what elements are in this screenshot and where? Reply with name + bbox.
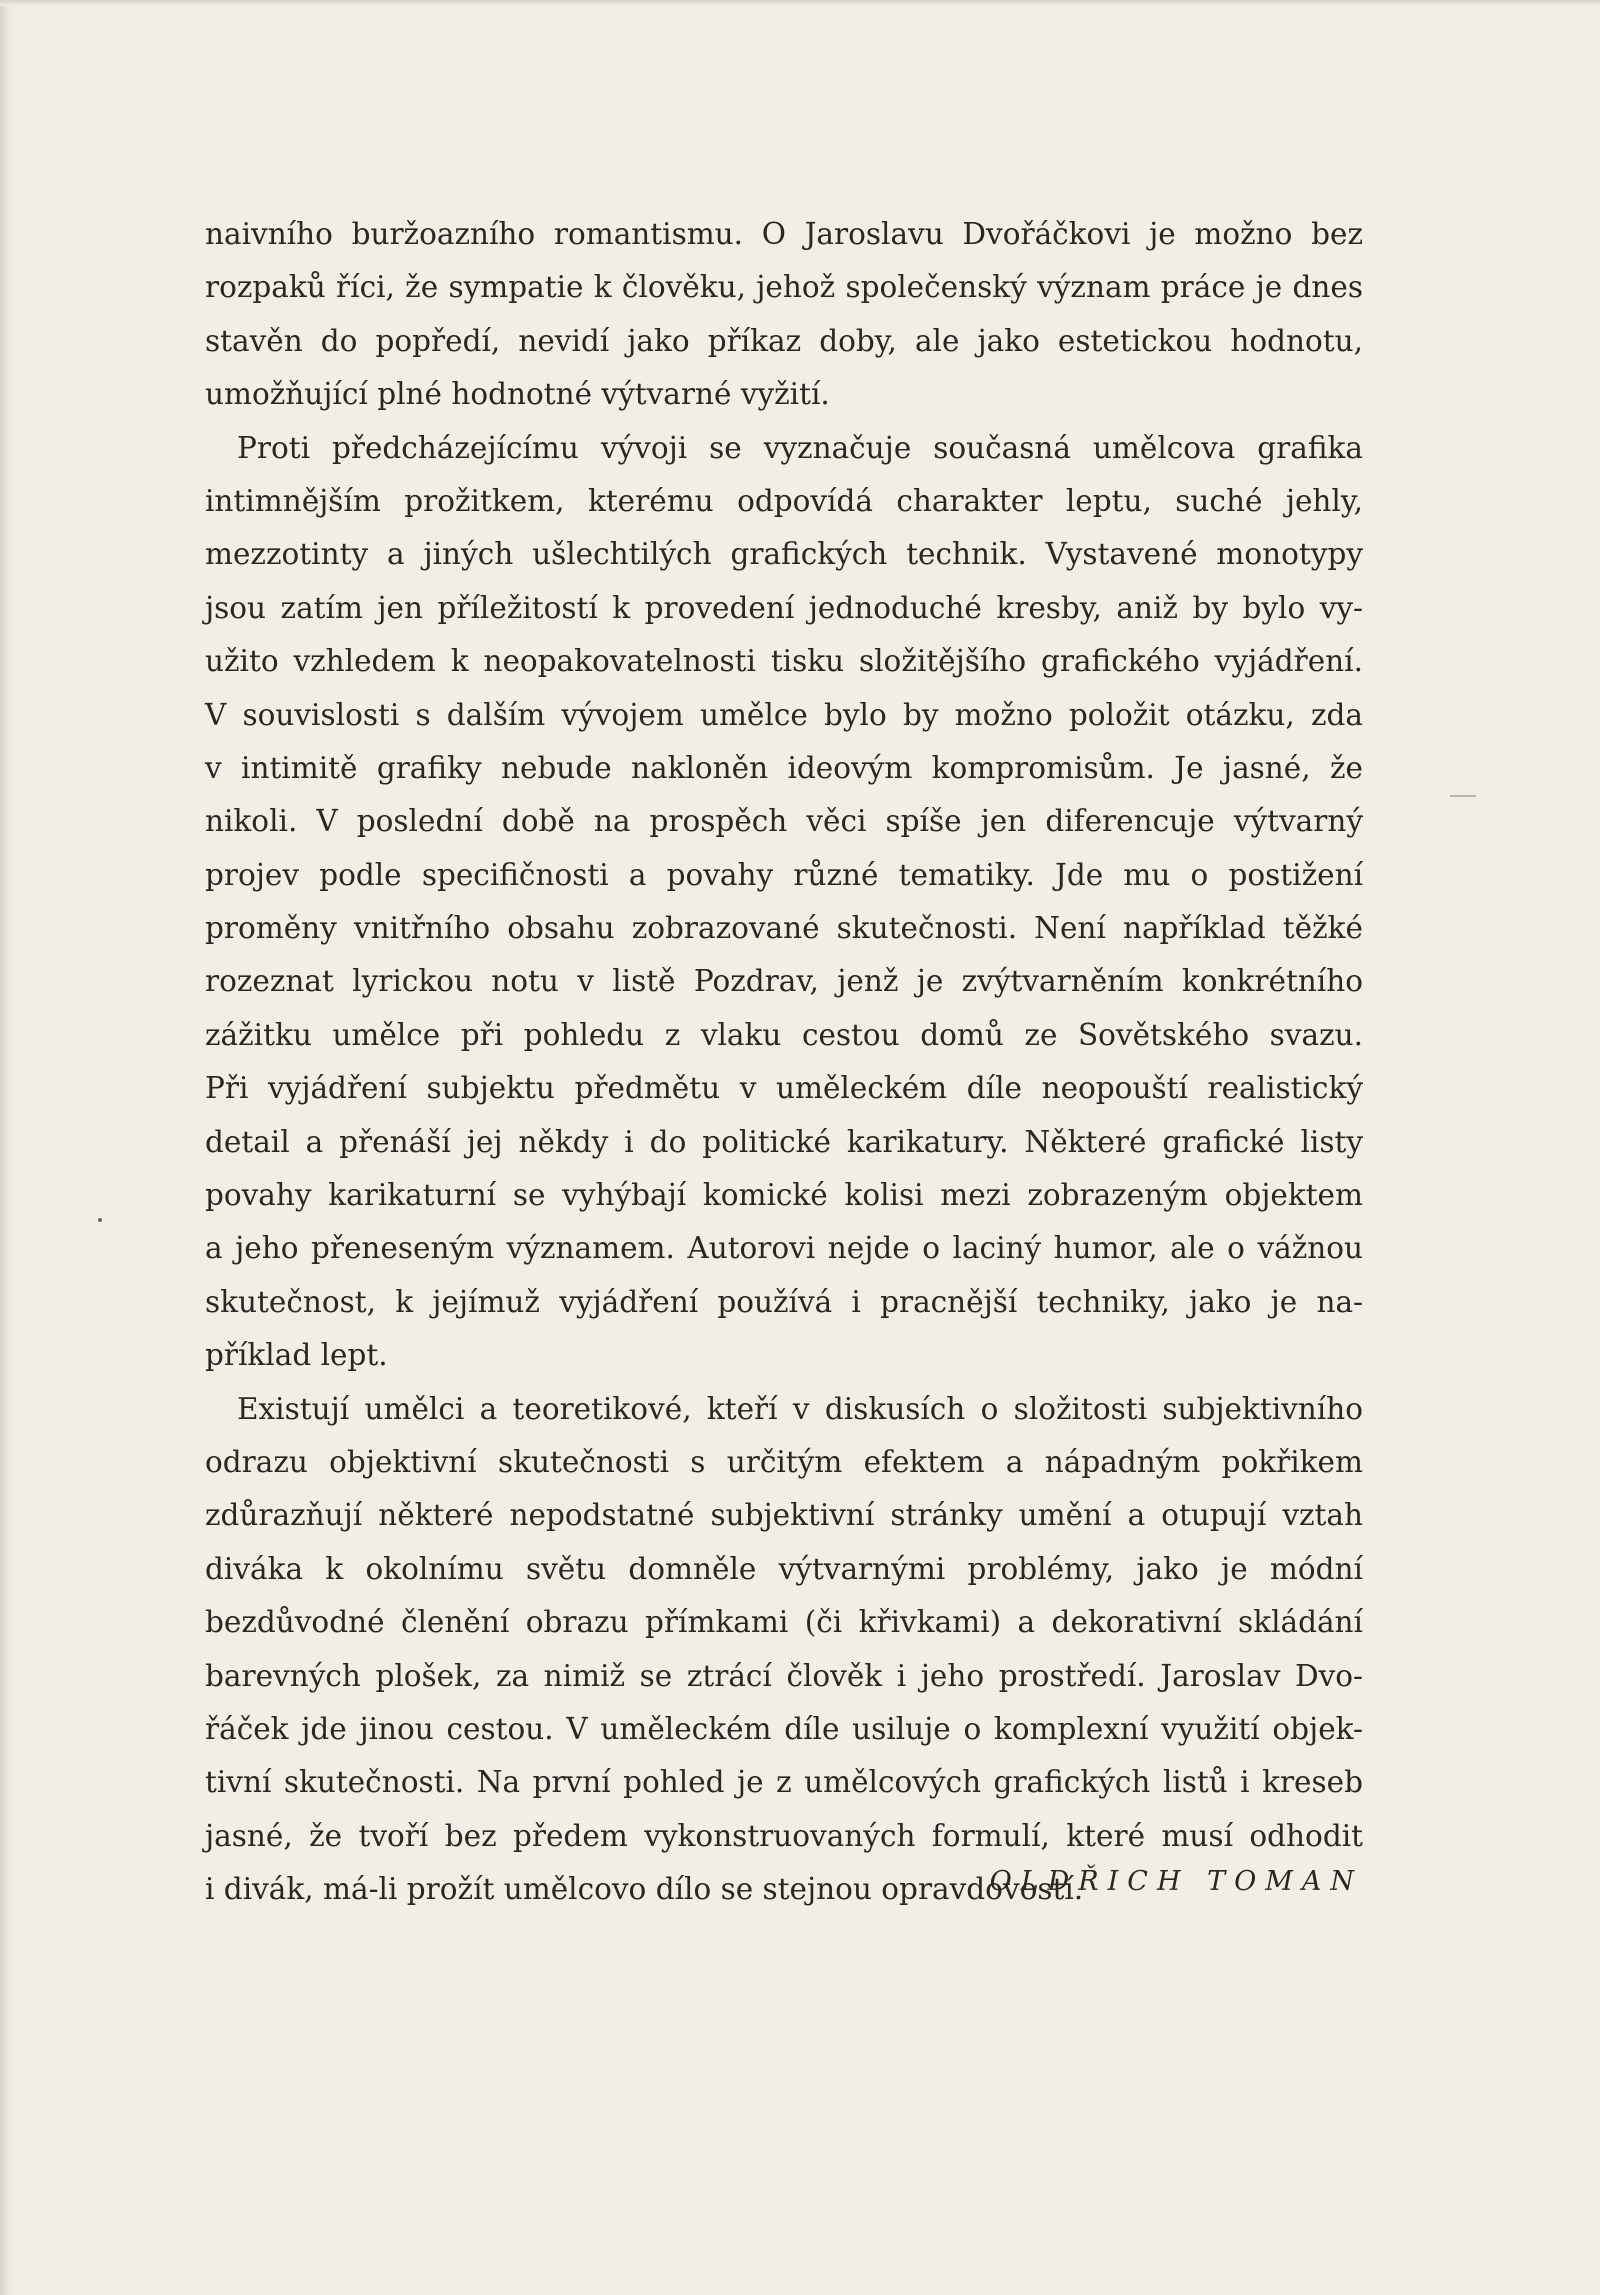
text-line: barevných plošek, za nimiž se ztrácí člověk i jeho prostředí. Jaroslav Dvo- xyxy=(205,1658,1363,1693)
text-line: zdůrazňují některé nepodstatné subjektivní stránky umění a otupují vztah xyxy=(205,1498,1363,1533)
text-line: odrazu objektivní skutečnosti s určitým efektem a nápadným pokřikem xyxy=(205,1444,1363,1479)
text-line: bezdůvodné členění obrazu přímkami (či křivkami) a dekorativní skládání xyxy=(205,1605,1363,1640)
text-line: a jeho přeneseným významem. Autorovi nejde o laciný humor, ale o vážnou xyxy=(205,1231,1363,1266)
text-line: povahy karikaturní se vyhýbají komické kolisi mezi zobrazeným objektem xyxy=(205,1178,1363,1213)
text-line: jsou zatím jen příležitostí k provedení jednoduché kresby, aniž by bylo vy- xyxy=(205,590,1363,625)
page-left-edge-shadow xyxy=(0,0,14,2295)
text-line: Existují umělci a teoretikové, kteří v diskusích o složitosti subjektivního xyxy=(237,1391,1363,1426)
text-line: i divák, má-li prožít umělcovo dílo se stejnou opravdovostí. xyxy=(205,1872,1084,1907)
text-line: příklad lept. xyxy=(205,1338,388,1373)
text-line: rozpaků říci, že sympatie k člověku, jehož společenský význam práce je dnes xyxy=(205,270,1363,305)
text-line: diváka k okolnímu světu domněle výtvarnými problémy, jako je módní xyxy=(205,1551,1363,1586)
margin-ink-dot xyxy=(98,1218,102,1222)
text-line: Při vyjádření subjektu předmětu v uměleckém díle neopouští realistický xyxy=(205,1071,1363,1106)
text-line: skutečnost, k jejímuž vyjádření používá i pracnější techniky, jako je na- xyxy=(205,1284,1363,1319)
margin-pencil-mark xyxy=(1450,795,1476,797)
text-line: zážitku umělce při pohledu z vlaku cestou domů ze Sovětského svazu. xyxy=(205,1017,1363,1052)
text-line: proměny vnitřního obsahu zobrazované skutečnosti. Není například těžké xyxy=(205,911,1363,946)
text-line: detail a přenáší jej někdy i do politické karikatury. Některé grafické listy xyxy=(205,1124,1363,1159)
text-line: projev podle specifičnosti a povahy různé tematiky. Jde mu o postižení xyxy=(205,857,1363,892)
text-line: nikoli. V poslední době na prospěch věci spíše jen diferencuje výtvarný xyxy=(205,804,1363,839)
text-line: v intimitě grafiky nebude nakloněn ideovým kompromisům. Je jasné, že xyxy=(205,750,1363,785)
text-line: jasné, že tvoří bez předem vykonstruovaných formulí, které musí odhodit xyxy=(205,1818,1363,1853)
text-line: umožňující plné hodnotné výtvarné vyžití. xyxy=(205,377,830,412)
text-line: mezzotinty a jiných ušlechtilých grafických technik. Vystavené monotypy xyxy=(205,537,1363,572)
text-line: V souvislosti s dalším vývojem umělce bylo by možno položit otázku, zda xyxy=(205,697,1363,732)
text-line: stavěn do popředí, nevidí jako příkaz doby, ale jako estetickou hodnotu, xyxy=(205,323,1363,358)
article-body xyxy=(205,208,1363,1917)
text-line: tivní skutečnosti. Na první pohled je z umělcových grafických listů i kreseb xyxy=(205,1765,1363,1800)
text-line: řáček jde jinou cestou. V uměleckém díle usiluje o komplexní využití objek- xyxy=(205,1711,1363,1746)
text-line: rozeznat lyrickou notu v listě Pozdrav, jenž je zvýtvarněním konkrétního xyxy=(205,964,1363,999)
text-line: Proti předcházejícímu vývoji se vyznačuje současná umělcova grafika xyxy=(237,430,1363,465)
text-line: intimnějším prožitkem, kterému odpovídá charakter leptu, suché jehly, xyxy=(205,483,1363,518)
page-top-edge-shadow xyxy=(0,0,1600,6)
text-line: užito vzhledem k neopakovatelnosti tisku složitějšího grafického vyjádření. xyxy=(205,644,1363,679)
author-signature: OLDŘICH TOMAN xyxy=(989,1866,1363,1897)
text-line: naivního buržoazního romantismu. O Jaroslavu Dvořáčkovi je možno bez xyxy=(205,217,1363,251)
